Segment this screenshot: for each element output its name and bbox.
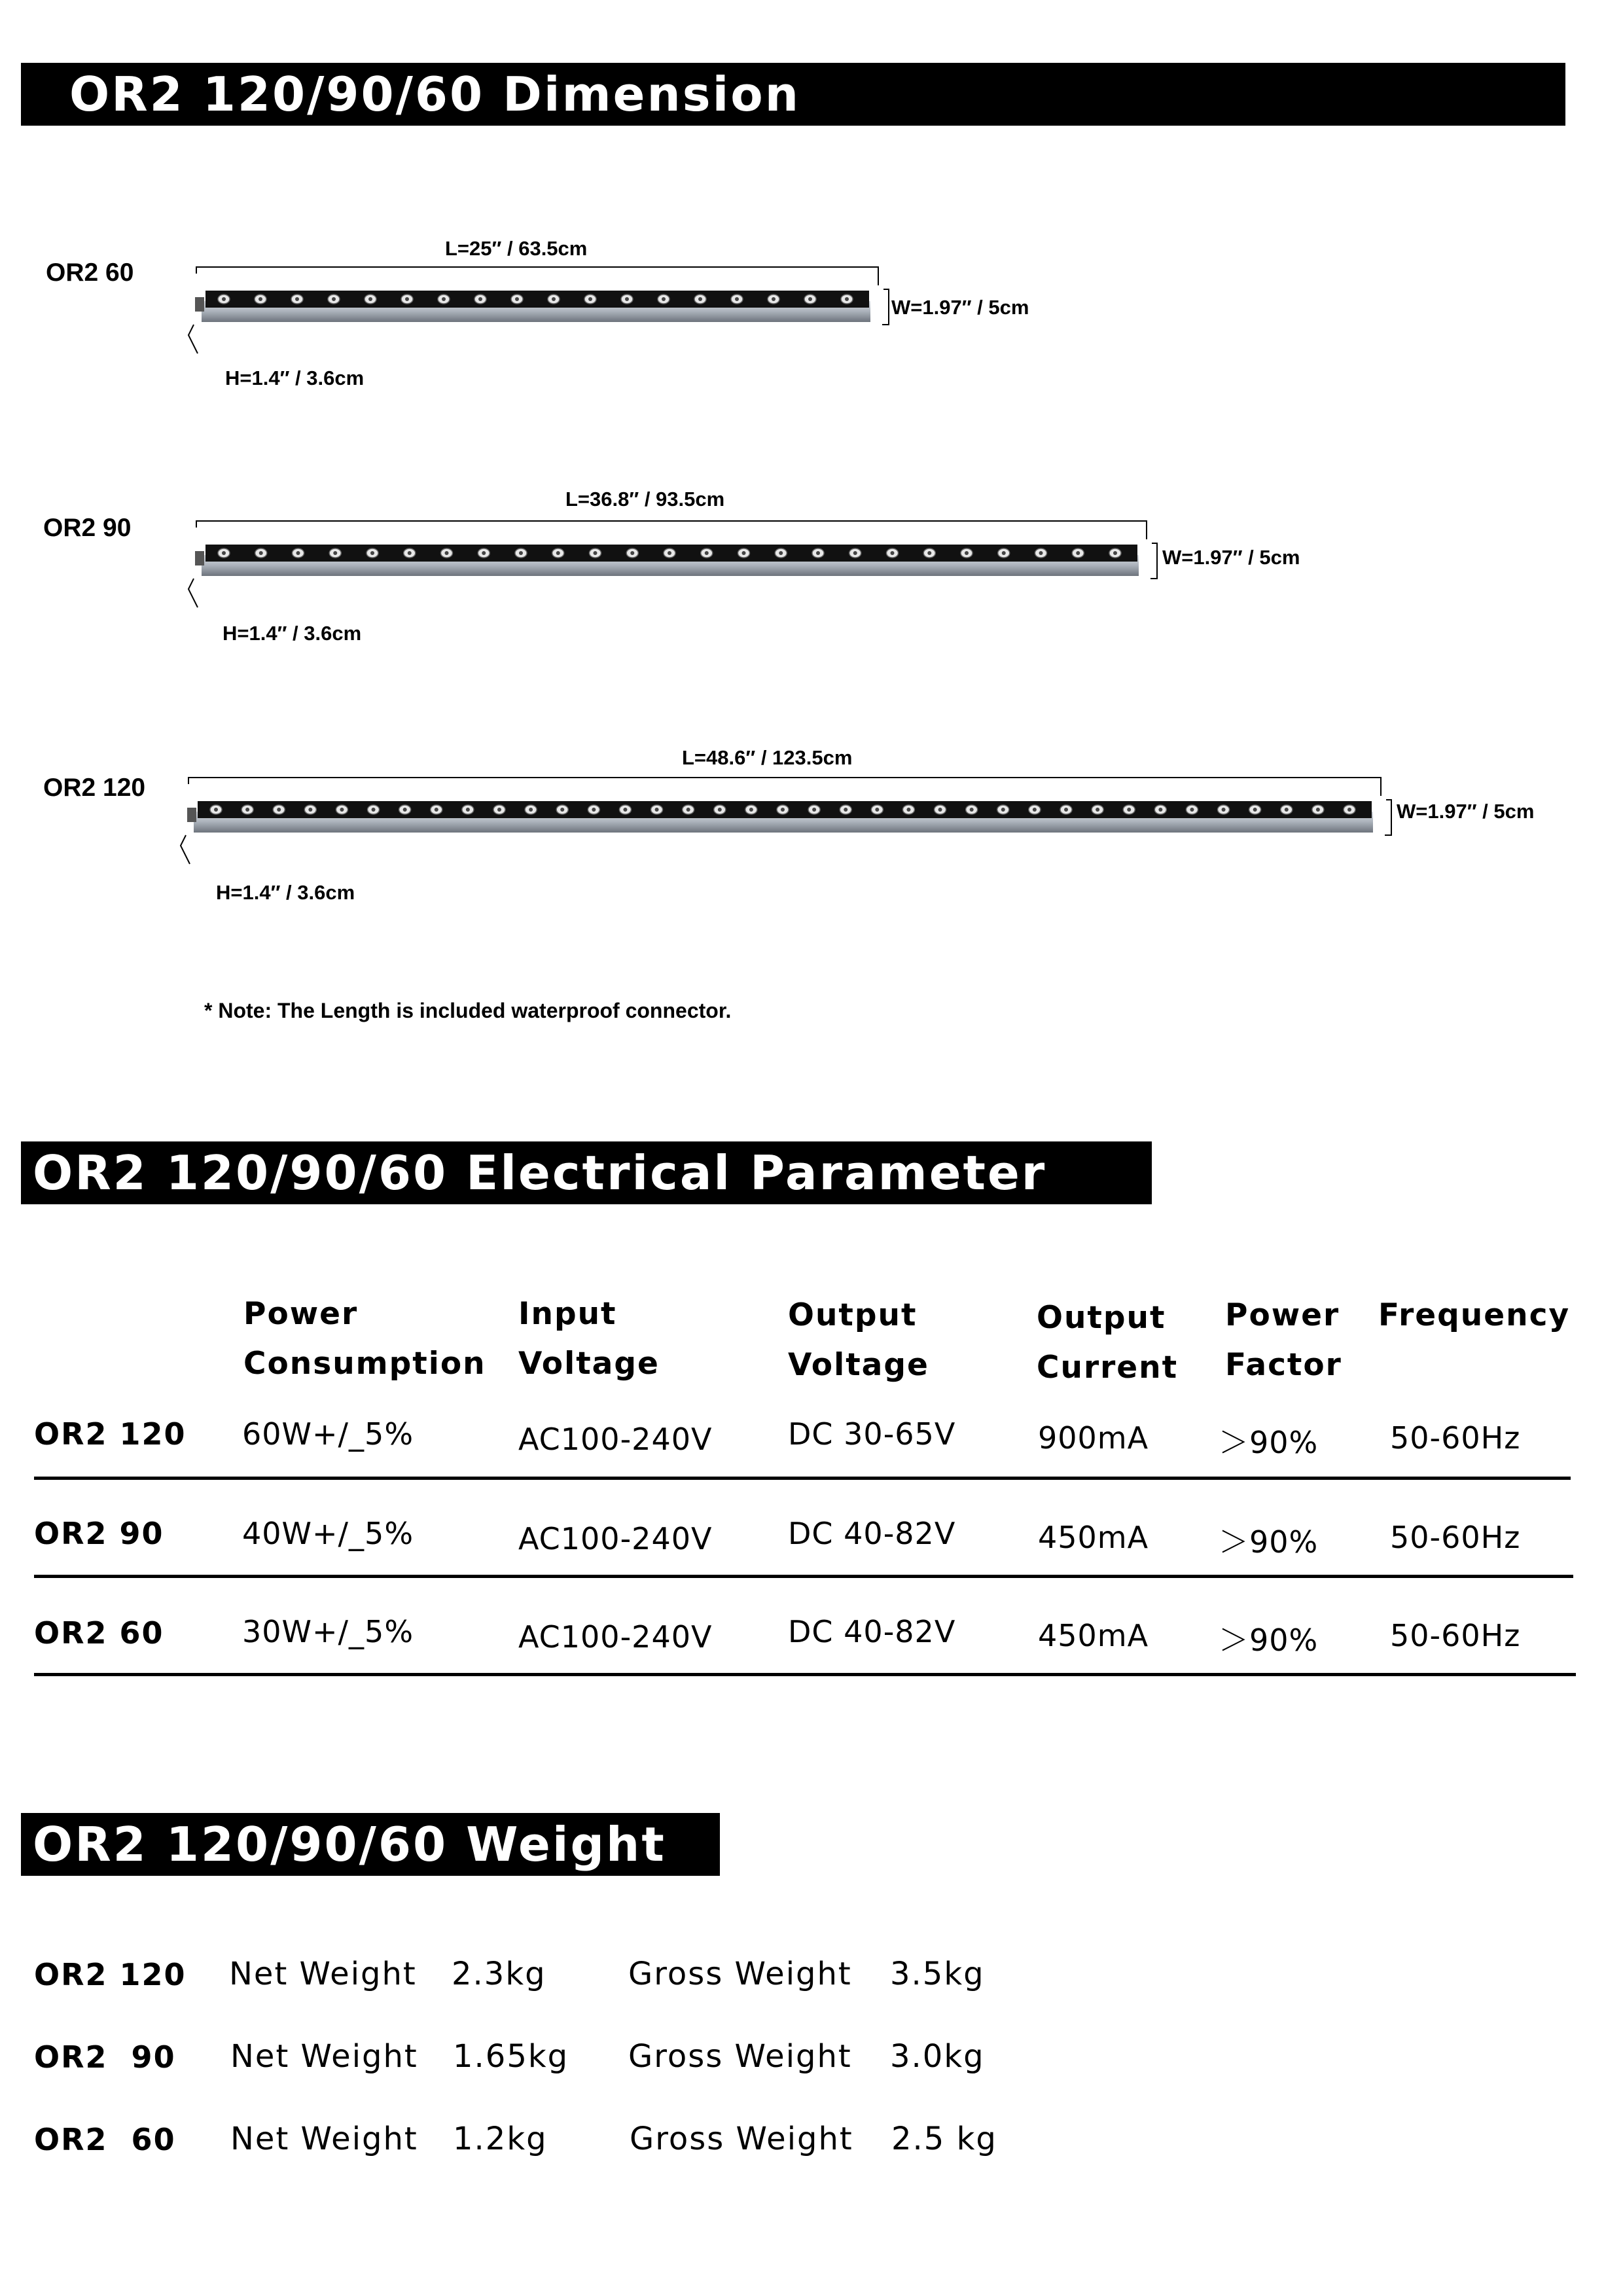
led-core — [1190, 808, 1194, 812]
led-core — [845, 297, 849, 301]
net-weight-label: Net Weight — [230, 2038, 418, 2075]
led-bar-image — [183, 516, 1158, 620]
header-line: Voltage — [788, 1347, 929, 1383]
led-core — [478, 297, 482, 301]
dimension-model-label: OR2 90 — [43, 514, 132, 542]
led-core — [1033, 808, 1037, 812]
led-core — [332, 297, 336, 301]
header-line: Frequency — [1378, 1297, 1571, 1333]
output-voltage-cell: DC 30-65V — [788, 1416, 956, 1452]
led-core — [340, 808, 344, 812]
led-core — [655, 808, 659, 812]
weight-title-banner — [21, 1813, 720, 1876]
weight-title: OR2 120/90/60 Weight — [33, 1817, 666, 1872]
input-voltage-cell: AC100-240V — [518, 1422, 713, 1457]
led-core — [222, 551, 226, 555]
led-core — [442, 297, 446, 301]
power-consumption-cell: 40W+/_5% — [242, 1516, 414, 1551]
frequency-cell: 50-60Hz — [1390, 1420, 1521, 1456]
led-bar-drawing — [183, 262, 890, 367]
height-label: H=1.4″ / 3.6cm — [216, 881, 355, 904]
input-voltage-cell: AC100-240V — [518, 1521, 713, 1556]
led-core — [296, 551, 300, 555]
led-bar-drawing — [175, 772, 1393, 877]
led-core — [295, 297, 299, 301]
gross-weight-value: 2.5 kg — [891, 2121, 997, 2157]
led-core — [1001, 808, 1005, 812]
led-core — [1127, 808, 1131, 812]
header-input-voltage — [518, 1289, 660, 1389]
gross-weight-label: Gross Weight — [628, 1956, 852, 1992]
led-core — [698, 297, 702, 301]
width-label: W=1.97″ / 5cm — [891, 296, 1029, 319]
bar-connector — [195, 551, 204, 565]
output-voltage-cell: DC 40-82V — [788, 1614, 956, 1649]
gross-weight-value: 3.0kg — [890, 2038, 985, 2075]
led-core — [1347, 808, 1351, 812]
length-label: L=36.8″ / 93.5cm — [565, 488, 725, 511]
led-core — [588, 297, 592, 301]
led-core — [772, 297, 776, 301]
led-core — [259, 297, 262, 301]
led-core — [1222, 808, 1226, 812]
led-core — [662, 297, 666, 301]
header-frequency — [1378, 1291, 1570, 1340]
led-core — [515, 297, 519, 301]
led-core — [497, 808, 501, 812]
height-bracket — [188, 579, 198, 607]
row-divider — [34, 1477, 1571, 1480]
power-consumption-cell: 30W+/_5% — [242, 1614, 414, 1649]
length-bracket — [188, 778, 1381, 796]
gross-weight-label: Gross Weight — [628, 2038, 852, 2075]
led-core — [435, 808, 438, 812]
led-core — [1253, 808, 1257, 812]
header-line: Voltage — [518, 1346, 660, 1382]
header-power-factor — [1225, 1291, 1342, 1390]
power-factor-cell: ＞90% — [1219, 1425, 1319, 1460]
table-row-model: OR2 120 — [34, 1416, 187, 1452]
dimension-title: OR2 120/90/60 Dimension — [69, 67, 800, 122]
led-core — [965, 551, 969, 555]
led-core — [529, 808, 533, 812]
led-core — [1076, 551, 1080, 555]
dimension-model-label: OR2 120 — [43, 774, 146, 802]
header-line: Current — [1037, 1350, 1179, 1386]
led-core — [1113, 551, 1117, 555]
led-core — [372, 808, 376, 812]
led-bar-image — [183, 262, 890, 367]
net-weight-value: 1.65kg — [453, 2038, 569, 2075]
led-core — [927, 551, 931, 555]
led-core — [970, 808, 974, 812]
width-bracket — [1385, 800, 1391, 835]
led-core — [552, 297, 556, 301]
dimension-note: * Note: The Length is included waterproof connector. — [204, 999, 732, 1022]
header-line: Input — [518, 1296, 617, 1332]
led-bar-image — [175, 772, 1393, 877]
power-factor-cell: ＞90% — [1219, 1524, 1319, 1560]
header-line: Output — [1037, 1300, 1166, 1336]
net-weight-value: 1.2kg — [453, 2121, 548, 2157]
table-row-model: OR2 90 — [34, 1516, 164, 1551]
led-core — [592, 808, 596, 812]
header-line: Consumption — [243, 1346, 486, 1382]
led-core — [333, 551, 337, 555]
bar-connector — [187, 808, 196, 822]
led-core — [875, 808, 879, 812]
led-core — [466, 808, 470, 812]
led-bar-drawing — [183, 516, 1158, 620]
length-bracket — [196, 521, 1147, 539]
header-line: Output — [788, 1297, 918, 1333]
led-core — [938, 808, 942, 812]
output-current-cell: 450mA — [1038, 1618, 1149, 1653]
dimension-model-label: OR2 60 — [46, 259, 134, 287]
led-core — [705, 551, 709, 555]
led-core — [445, 551, 449, 555]
led-core — [906, 808, 910, 812]
led-core — [1039, 551, 1043, 555]
header-output-voltage — [788, 1291, 929, 1390]
led-core — [625, 297, 629, 301]
electrical-title-banner — [21, 1141, 1152, 1204]
led-core — [556, 551, 560, 555]
led-core — [623, 808, 627, 812]
weight-row-model: OR2 60 — [34, 2122, 176, 2157]
led-core — [1285, 808, 1289, 812]
header-line: Power — [1225, 1297, 1340, 1333]
electrical-title: OR2 120/90/60 Electrical Parameter — [33, 1145, 1047, 1200]
width-label: W=1.97″ / 5cm — [1397, 800, 1535, 823]
output-current-cell: 450mA — [1038, 1520, 1149, 1555]
led-core — [1064, 808, 1068, 812]
led-core — [891, 551, 895, 555]
led-core — [222, 297, 226, 301]
led-core — [844, 808, 847, 812]
row-divider — [34, 1673, 1576, 1676]
row-divider — [34, 1575, 1573, 1578]
led-core — [368, 297, 372, 301]
led-core — [781, 808, 785, 812]
height-label: H=1.4″ / 3.6cm — [225, 367, 365, 389]
input-voltage-cell: AC100-240V — [518, 1619, 713, 1655]
width-label: W=1.97″ / 5cm — [1162, 546, 1300, 569]
led-core — [594, 551, 597, 555]
height-label: H=1.4″ / 3.6cm — [223, 622, 362, 645]
width-bracket — [1150, 543, 1157, 579]
led-core — [1002, 551, 1006, 555]
led-core — [853, 551, 857, 555]
led-core — [816, 551, 820, 555]
length-label: L=48.6″ / 123.5cm — [682, 746, 853, 769]
net-weight-label: Net Weight — [230, 2121, 418, 2157]
led-core — [259, 551, 263, 555]
led-core — [408, 551, 412, 555]
header-line: Factor — [1225, 1347, 1342, 1383]
led-core — [1316, 808, 1320, 812]
gross-weight-value: 3.5kg — [890, 1956, 985, 1992]
led-core — [308, 808, 312, 812]
led-core — [403, 808, 407, 812]
bar-connector — [195, 297, 204, 312]
weight-row-model: OR2 120 — [34, 1957, 187, 1992]
led-core — [808, 297, 812, 301]
led-core — [687, 808, 690, 812]
led-core — [779, 551, 783, 555]
length-label: L=25″ / 63.5cm — [445, 237, 588, 260]
led-core — [1158, 808, 1162, 812]
led-core — [277, 808, 281, 812]
led-core — [370, 551, 374, 555]
gross-weight-label: Gross Weight — [630, 2121, 853, 2157]
length-bracket — [196, 267, 878, 285]
output-voltage-cell: DC 40-82V — [788, 1516, 956, 1551]
height-bracket — [181, 835, 190, 864]
led-core — [560, 808, 564, 812]
width-bracket — [882, 289, 889, 325]
dimension-title-banner — [21, 63, 1565, 126]
led-core — [214, 808, 218, 812]
net-weight-value: 2.3kg — [452, 1956, 546, 1992]
led-core — [1096, 808, 1099, 812]
header-line: Power — [243, 1296, 359, 1332]
led-core — [405, 297, 409, 301]
header-output-current — [1037, 1293, 1178, 1393]
led-core — [749, 808, 753, 812]
height-bracket — [188, 325, 198, 353]
led-core — [482, 551, 486, 555]
led-core — [812, 808, 816, 812]
led-core — [630, 551, 634, 555]
led-core — [735, 297, 739, 301]
led-core — [519, 551, 523, 555]
led-core — [718, 808, 722, 812]
led-core — [245, 808, 249, 812]
frequency-cell: 50-60Hz — [1390, 1520, 1521, 1555]
led-core — [742, 551, 746, 555]
power-consumption-cell: 60W+/_5% — [242, 1416, 414, 1452]
frequency-cell: 50-60Hz — [1390, 1618, 1521, 1653]
output-current-cell: 900mA — [1038, 1420, 1149, 1456]
weight-row-model: OR2 90 — [34, 2039, 176, 2075]
led-core — [668, 551, 671, 555]
header-power-consumption — [243, 1289, 486, 1389]
net-weight-label: Net Weight — [229, 1956, 417, 1992]
table-row-model: OR2 60 — [34, 1615, 164, 1651]
power-factor-cell: ＞90% — [1219, 1623, 1319, 1658]
